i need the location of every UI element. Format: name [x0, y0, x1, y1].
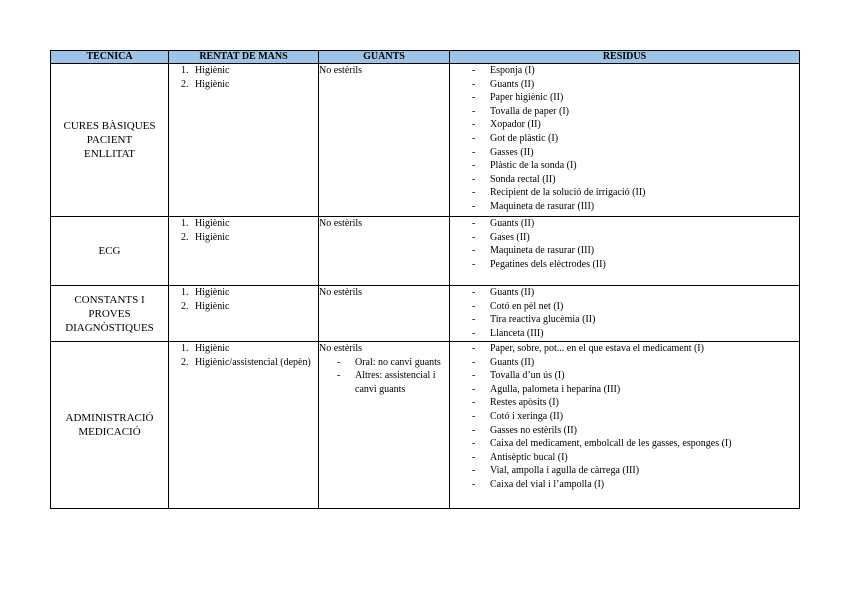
tecnica-line: ECG	[98, 245, 121, 257]
guants-text: No estèrils	[319, 218, 363, 229]
list-item: - Tira reactiva glucèmia (II)	[450, 313, 799, 327]
list-item: - Restes apòsits (I)	[450, 396, 799, 410]
list-item: - Tovalla de paper (I)	[450, 105, 799, 119]
list-item: - Antisèptic bucal (I)	[450, 451, 799, 465]
header-rentat-mans: RENTAT DE MANS	[169, 51, 319, 64]
list-item: - Paper, sobre, pot... en el que estava el medicament (I)	[450, 342, 799, 356]
waste-table	[50, 50, 800, 509]
table-row	[51, 64, 800, 217]
rentat-cell	[169, 64, 319, 217]
list-item: - Llanceta (III)	[450, 327, 799, 341]
tecnica-line: DIAGNÒSTIQUES	[65, 321, 154, 334]
list-item: - Maquineta de rasurar (III)	[450, 200, 799, 214]
list-item: - Sonda rectal (II)	[450, 173, 799, 187]
list-item: 1. Higiènic	[191, 342, 318, 356]
residus-cell	[450, 64, 800, 217]
list-item: - Paper higiènic (II)	[450, 91, 799, 105]
table-row	[51, 342, 800, 509]
table-row	[51, 217, 800, 286]
list-item: - Maquineta de rasurar (III)	[450, 244, 799, 258]
list-item: - Gasses (II)	[450, 146, 799, 160]
list-item: - Got de plàstic (I)	[450, 132, 799, 146]
table-header-row	[51, 51, 800, 64]
list-item: - Agulla, palometa i heparina (III)	[450, 383, 799, 397]
header-residus: RESIDUS	[450, 51, 800, 64]
list-item: 1. Higiènic	[191, 217, 318, 231]
header-guants: GUANTS	[319, 51, 450, 64]
list-item: - Caixa del vial i l’ampolla (I)	[450, 478, 799, 492]
list-item: 2. Higiènic/assistencial (depèn)	[191, 356, 318, 370]
residus-cell	[450, 217, 800, 286]
guants-cell	[319, 64, 450, 217]
tecnica-line: PROVES	[88, 307, 131, 320]
tecnica-line: ENLLITAT	[83, 148, 136, 160]
list-item: - Altres: assistencial i canvi guants	[319, 369, 449, 396]
list-item: - Plàstic de la sonda (I)	[450, 159, 799, 173]
list-item: - Cotó en pèl net (I)	[450, 300, 799, 314]
guants-cell	[319, 217, 450, 286]
list-item: 1. Higiènic	[191, 286, 318, 300]
tecnica-line: CURES BÀSIQUES	[63, 120, 156, 132]
list-item: 2. Higiènic	[191, 231, 318, 245]
list-item: - Gasses no estèrils (II)	[450, 424, 799, 438]
guants-cell	[319, 342, 450, 509]
list-item: - Oral: no canvi guants	[319, 356, 449, 370]
tecnica-line: PACIENT	[86, 134, 133, 146]
tecnica-cell	[51, 342, 169, 509]
list-item: - Vial, ampolla i agulla de càrrega (III)	[450, 464, 799, 478]
list-item: 2. Higiènic	[191, 78, 318, 92]
header-tecnica: TÈCNICA	[51, 51, 169, 64]
tecnica-cell	[51, 286, 169, 342]
guants-text: No estèrils	[319, 343, 363, 354]
guants-cell	[319, 286, 450, 342]
list-item: - Guants (II)	[450, 217, 799, 231]
tecnica-line: ADMINISTRACIÓ	[65, 412, 154, 424]
tecnica-line: MEDICACIÓ	[78, 426, 141, 438]
list-item: - Cotó i xeringa (II)	[450, 410, 799, 424]
rentat-cell	[169, 342, 319, 509]
residus-cell	[450, 342, 800, 509]
guants-text: No estèrils	[319, 65, 363, 76]
list-item: - Guants (II)	[450, 286, 799, 300]
rentat-cell	[169, 286, 319, 342]
tecnica-cell	[51, 217, 169, 286]
tecnica-cell	[51, 64, 169, 217]
table-row	[51, 286, 800, 342]
residus-cell	[450, 286, 800, 342]
list-item: - Guants (II)	[450, 356, 799, 370]
rentat-cell	[169, 217, 319, 286]
tecnica-line: CONSTANTS I	[74, 293, 145, 306]
list-item: - Esponja (I)	[450, 64, 799, 78]
list-item: - Pegatines dels elèctrodes (II)	[450, 258, 799, 272]
list-item: - Guants (II)	[450, 78, 799, 92]
list-item: 2. Higiènic	[191, 300, 318, 314]
list-item: - Caixa del medicament, embolcall de les gasses, esponges (I)	[450, 437, 799, 451]
list-item: - Xopador (II)	[450, 118, 799, 132]
list-item: - Recipient de la solució de irrigació (II)	[450, 186, 799, 200]
list-item: - Tovalla d’un ús (I)	[450, 369, 799, 383]
list-item: - Gases (II)	[450, 231, 799, 245]
list-item: 1. Higiènic	[191, 64, 318, 78]
guants-text: No estèrils	[319, 287, 363, 298]
